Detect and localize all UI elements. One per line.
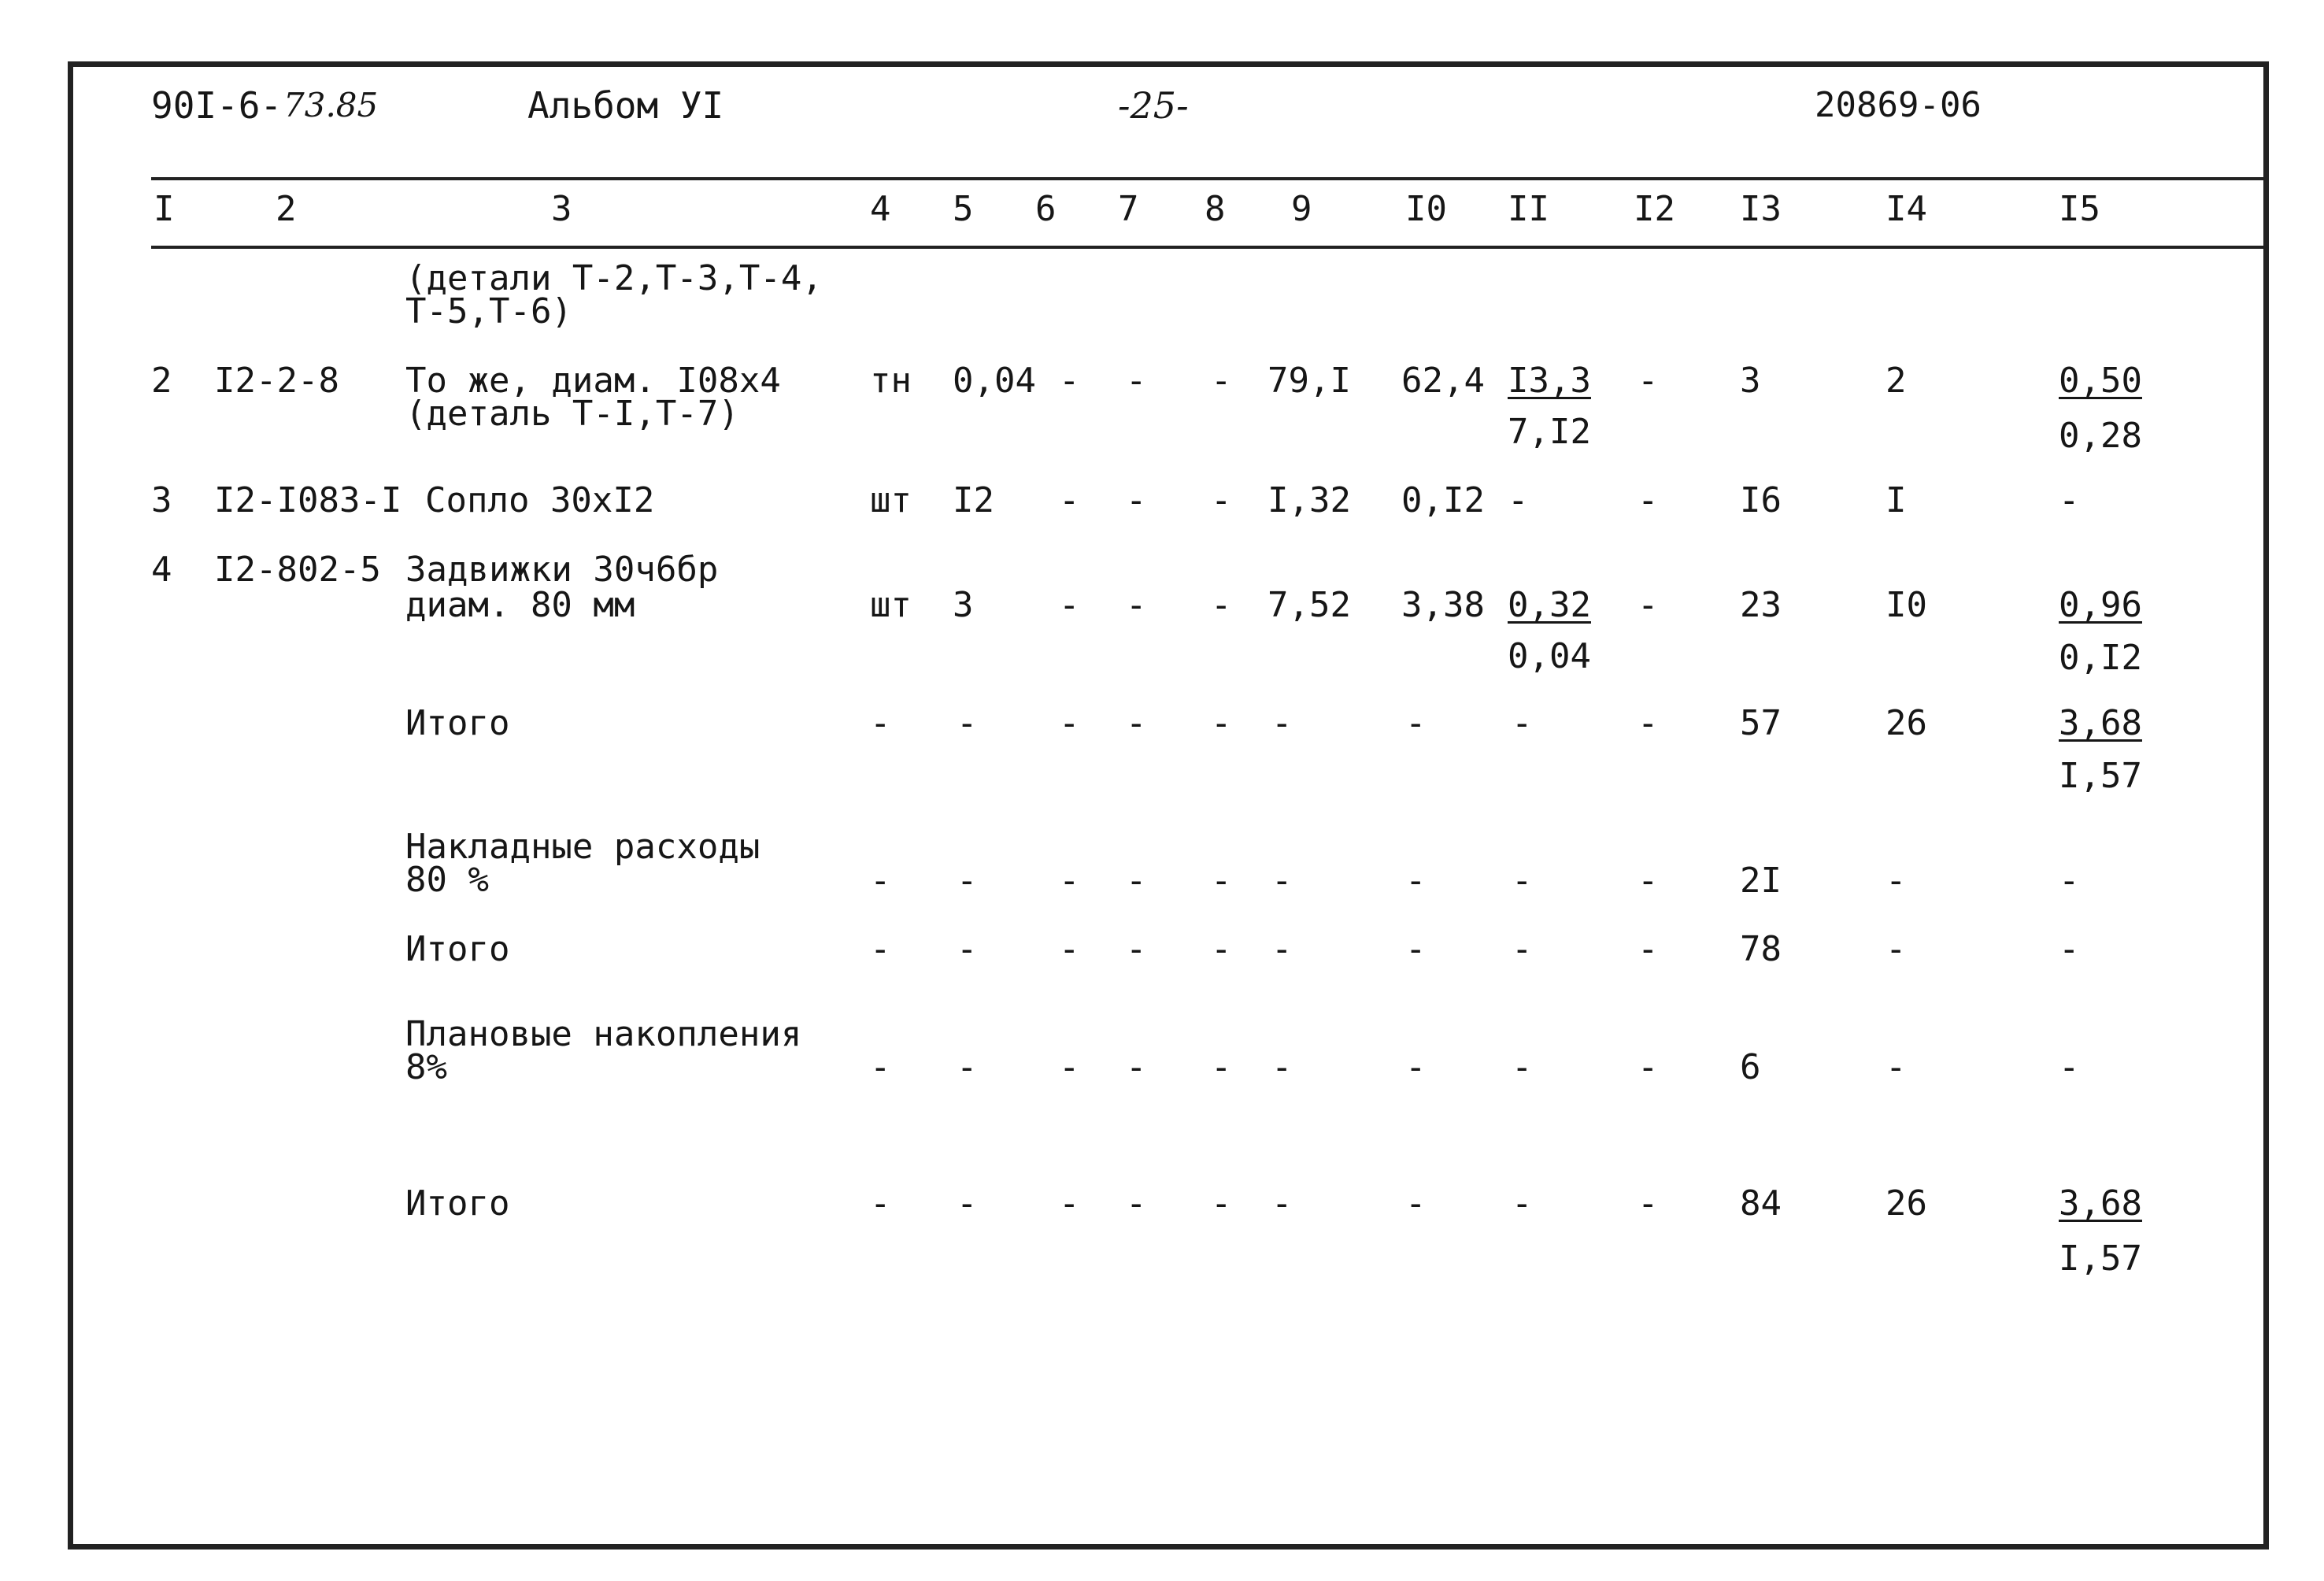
cell-unit: шт: [870, 585, 912, 625]
cell-dash: -: [957, 1047, 978, 1087]
cell-c11-bottom: 7,I2: [1508, 412, 1591, 452]
cell-dash: -: [1126, 703, 1147, 743]
cell-dash: -: [1211, 1183, 1232, 1224]
row-desc: Т-5,Т-6): [405, 291, 572, 331]
cell-c15: -: [2059, 480, 2080, 520]
cell-c15-top: 3,68: [2059, 703, 2142, 743]
row-desc: Накладные расходы: [405, 827, 760, 867]
cell-c11-top: 0,32: [1508, 585, 1591, 625]
cell-c15-bottom: I,57: [2059, 756, 2142, 796]
cell-c8: -: [1211, 585, 1232, 625]
cell-dash: -: [1405, 861, 1427, 901]
cell-c13: 2I: [1740, 861, 1782, 901]
cell-dash: -: [1211, 703, 1232, 743]
cell-c13: I6: [1740, 480, 1782, 520]
cell-c5: I2: [953, 480, 994, 520]
cell-c11: -: [1508, 480, 1529, 520]
cell-c10: 3,38: [1401, 585, 1485, 625]
cell-c9: 7,52: [1267, 585, 1351, 625]
row-desc: Плановые накопления: [405, 1014, 802, 1054]
col-13: I3: [1740, 189, 1782, 229]
cell-dash: -: [957, 703, 978, 743]
cell-dash: -: [1271, 703, 1293, 743]
cell-c14: -: [1885, 929, 1907, 969]
cell-c5: 0,04: [953, 361, 1036, 401]
row-desc: диам. 80 мм: [405, 585, 635, 625]
cell-c12: -: [1638, 585, 1659, 625]
cell-c9: 79,I: [1267, 361, 1351, 401]
doc-code-handwritten: 73.85: [283, 86, 379, 124]
col-10: I0: [1405, 189, 1447, 229]
row-desc: 80 %: [405, 860, 489, 900]
row-code: I2-802-5: [214, 550, 381, 590]
cell-dash: -: [1059, 1047, 1080, 1087]
cell-c13: 84: [1740, 1183, 1782, 1224]
cell-dash: -: [870, 1047, 891, 1087]
cell-dash: -: [957, 929, 978, 969]
cell-dash: -: [1126, 929, 1147, 969]
cell-c14: -: [1885, 861, 1907, 901]
cell-c11-bottom: 0,04: [1508, 636, 1591, 676]
doc-code: 90I-6-: [151, 84, 283, 127]
cell-dash: -: [1405, 1047, 1427, 1087]
cell-dash: -: [870, 1183, 891, 1224]
cell-c12: -: [1638, 480, 1659, 520]
cell-dash: -: [1638, 861, 1659, 901]
row-desc: (деталь Т-I,Т-7): [405, 394, 739, 434]
header-rule-bottom: [151, 246, 2269, 249]
cell-dash: -: [1405, 703, 1427, 743]
row-desc: (детали Т-2,Т-3,Т-4,: [405, 258, 823, 298]
row-code: I2-I083-I: [214, 480, 402, 520]
cell-dash: -: [1211, 861, 1232, 901]
cell-dash: -: [1126, 861, 1147, 901]
cell-dash: -: [1271, 1047, 1293, 1087]
cell-dash: -: [1271, 1183, 1293, 1224]
cell-c13: 23: [1740, 585, 1782, 625]
cell-c10: 0,I2: [1401, 480, 1485, 520]
cell-c6: -: [1059, 585, 1080, 625]
col-7: 7: [1118, 189, 1139, 229]
row-code: I2-2-8: [214, 361, 339, 401]
cell-c14: I0: [1885, 585, 1927, 625]
cell-dash: -: [870, 929, 891, 969]
cell-dash: -: [1211, 1047, 1232, 1087]
cell-unit: тн: [870, 361, 912, 401]
col-6: 6: [1035, 189, 1057, 229]
cell-dash: -: [1638, 929, 1659, 969]
cell-dash: -: [1512, 1183, 1533, 1224]
cell-c15-bottom: 0,28: [2059, 416, 2142, 456]
cell-c6: -: [1059, 480, 1080, 520]
row-desc: Задвижки 30ч6бр: [405, 550, 719, 590]
cell-dash: -: [1271, 861, 1293, 901]
cell-c14: -: [1885, 1047, 1907, 1087]
cell-c15-bottom: 0,I2: [2059, 638, 2142, 678]
cell-c15: -: [2059, 1047, 2080, 1087]
cell-c8: -: [1211, 361, 1232, 401]
cell-c9: I,32: [1267, 480, 1351, 520]
cell-c12: -: [1638, 361, 1659, 401]
cell-c13: 3: [1740, 361, 1761, 401]
row-desc: Сопло 30хI2: [425, 480, 655, 520]
col-15: I5: [2059, 189, 2100, 229]
cell-c15: -: [2059, 861, 2080, 901]
cell-c15-top: 3,68: [2059, 1183, 2142, 1224]
cell-c13: 78: [1740, 929, 1782, 969]
col-12: I2: [1634, 189, 1675, 229]
header-rule-top: [151, 177, 2269, 180]
cell-dash: -: [1512, 703, 1533, 743]
cell-dash: -: [1059, 703, 1080, 743]
cell-c14: 2: [1885, 361, 1907, 401]
doc-number: 20869-06: [1815, 85, 1982, 125]
cell-dash: -: [1059, 1183, 1080, 1224]
col-2: 2: [276, 189, 297, 229]
cell-unit: шт: [870, 480, 912, 520]
row-number: 4: [151, 550, 172, 590]
cell-dash: -: [870, 861, 891, 901]
cell-c13: 6: [1740, 1047, 1761, 1087]
row-number: 2: [151, 361, 172, 401]
row-desc: 8%: [405, 1047, 447, 1087]
page-number: -25-: [1118, 84, 1189, 127]
col-4: 4: [870, 189, 891, 229]
cell-c7: -: [1126, 585, 1147, 625]
cell-dash: -: [1405, 929, 1427, 969]
cell-dash: -: [1059, 929, 1080, 969]
cell-dash: -: [1405, 1183, 1427, 1224]
cell-dash: -: [1512, 1047, 1533, 1087]
cell-dash: -: [957, 1183, 978, 1224]
cell-dash: -: [957, 861, 978, 901]
col-9: 9: [1291, 189, 1312, 229]
cell-dash: -: [870, 703, 891, 743]
cell-c8: -: [1211, 480, 1232, 520]
cell-c15-top: 0,96: [2059, 585, 2142, 625]
cell-c10: 62,4: [1401, 361, 1485, 401]
cell-c15-top: 0,50: [2059, 361, 2142, 401]
cell-c15: -: [2059, 929, 2080, 969]
cell-c7: -: [1126, 361, 1147, 401]
page-frame: [68, 61, 2269, 1550]
row-desc: Итого: [405, 1183, 510, 1224]
cell-c14: I: [1885, 480, 1907, 520]
cell-c6: -: [1059, 361, 1080, 401]
cell-c5: 3: [953, 585, 974, 625]
col-5: 5: [953, 189, 974, 229]
row-desc: То же, диам. I08х4: [405, 361, 781, 401]
row-number: 3: [151, 480, 172, 520]
cell-c13: 57: [1740, 703, 1782, 743]
cell-c15-bottom: I,57: [2059, 1239, 2142, 1279]
row-desc: Итого: [405, 703, 510, 743]
row-desc: Итого: [405, 929, 510, 969]
cell-c14: 26: [1885, 1183, 1927, 1224]
col-11: II: [1508, 189, 1549, 229]
cell-dash: -: [1512, 929, 1533, 969]
cell-dash: -: [1126, 1047, 1147, 1087]
cell-c11-top: I3,3: [1508, 361, 1591, 401]
album-label: Альбом УI: [527, 84, 724, 127]
cell-c14: 26: [1885, 703, 1927, 743]
cell-dash: -: [1638, 703, 1659, 743]
col-3: 3: [551, 189, 572, 229]
cell-dash: -: [1126, 1183, 1147, 1224]
cell-dash: -: [1059, 861, 1080, 901]
col-1: I: [154, 189, 175, 229]
cell-dash: -: [1638, 1183, 1659, 1224]
cell-c7: -: [1126, 480, 1147, 520]
col-8: 8: [1205, 189, 1226, 229]
cell-dash: -: [1211, 929, 1232, 969]
cell-dash: -: [1271, 929, 1293, 969]
cell-dash: -: [1512, 861, 1533, 901]
cell-dash: -: [1638, 1047, 1659, 1087]
col-14: I4: [1885, 189, 1927, 229]
